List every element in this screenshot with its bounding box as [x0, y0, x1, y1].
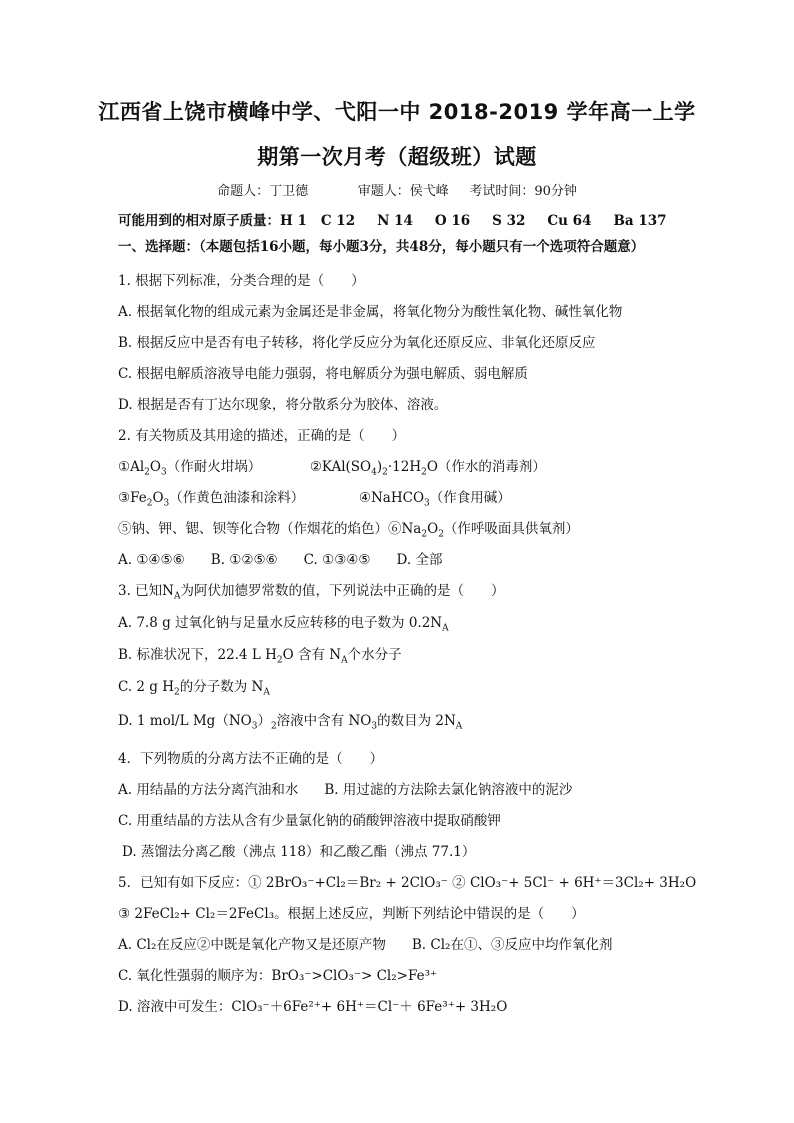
- subscript: 2: [144, 467, 150, 478]
- q3-d-text: D. 1 mol/L Mg（NO: [118, 713, 252, 729]
- mass-item: C 12: [320, 213, 356, 229]
- subscript: 2: [146, 498, 153, 509]
- q2-item-3: ③Fe: [118, 490, 147, 506]
- atomic-masses-label: 可能用到的相对原子质量：: [118, 213, 280, 229]
- q2-item-3-o: O: [152, 490, 164, 506]
- q3-b-text: B. 标准状况下，22.4 L H: [118, 647, 277, 663]
- question-3-option-c: [118, 678, 270, 696]
- subscript: 2: [382, 467, 388, 478]
- q3-a-text: A. 7.8 g 过氧化钠与足量水反应转移的电子数为 0.2N: [118, 615, 443, 631]
- atomic-masses: [118, 212, 667, 230]
- question-4-option-c: C. 用重结晶的方法从含有少量氯化钠的硝酸钾溶液中提取硝酸钾: [118, 813, 501, 829]
- subscript: 2: [438, 529, 444, 540]
- q2-option-d: D. 全部: [396, 552, 443, 568]
- q2-option-a: A. ①④⑤⑥: [118, 552, 185, 568]
- question-4-stem: 4．下列物质的分离方法不正确的是（ ）: [118, 751, 384, 767]
- mass-item: Ba 137: [613, 213, 667, 229]
- q3-stem-pre: 3. 已知N: [118, 583, 174, 599]
- mass-item: H 1: [280, 213, 307, 229]
- q3-d-mid: 溶液中含有 NO: [276, 713, 372, 729]
- q2-item-2-use: O（作水的消毒剂）: [426, 459, 546, 475]
- reaction-3-label: ③: [118, 906, 131, 922]
- question-3-option-a: [118, 614, 449, 632]
- q2-item-3-use: （作黄色油漆和涂料）: [169, 490, 305, 506]
- subscript: A: [263, 687, 270, 698]
- question-2-items-row3: [118, 520, 579, 538]
- q3-c-post: 的分子数为 N: [179, 679, 264, 695]
- q3-d-post: 的数目为 2N: [377, 713, 456, 729]
- q4-option-a: A. 用结晶的方法分离汽油和水: [118, 782, 299, 798]
- reaction-1: 2BrO₃⁻+Cl₂＝Br₂ + 2ClO₃⁻: [265, 875, 448, 891]
- question-4-options-ab: [118, 781, 572, 799]
- subscript: 3: [424, 498, 430, 509]
- q2-item-1: ①Al: [118, 459, 145, 475]
- question-3-option-d: [118, 712, 462, 730]
- question-2-options: [118, 551, 442, 569]
- subscript: A: [341, 655, 348, 666]
- subscript: 4: [371, 467, 377, 478]
- subscript: 2: [421, 529, 428, 540]
- exam-meta: [0, 180, 794, 199]
- question-5-options-ab: [118, 936, 612, 954]
- subscript: A: [442, 623, 449, 634]
- q5-option-a: A. Cl₂在反应②中既是氧化产物又是还原产物: [118, 937, 386, 953]
- q5-stem-pre: 5．已知有如下反应：①: [118, 875, 262, 891]
- q2-option-c: C. ①③④⑤: [303, 552, 371, 568]
- question-5-option-c: C. 氧化性强弱的顺序为：BrO₃⁻>ClO₃⁻> Cl₂>Fe³⁺: [118, 968, 438, 984]
- question-2-items-row2: [118, 489, 511, 507]
- subscript: 3: [251, 721, 258, 732]
- question-1-option-d: D. 根据是否有丁达尔现象，将分散系分为胶体、溶液。: [118, 397, 448, 413]
- subscript: 3: [160, 467, 167, 478]
- question-2-items-row1: [118, 458, 546, 476]
- q2-item-1-use: （作耐火坩埚）: [166, 459, 262, 475]
- reaction-2: ClO₃⁻+ 5Cl⁻ + 6H⁺＝3Cl₂+ 3H₂O: [469, 875, 697, 891]
- page-title-line1: 江西省上饶市横峰中学、弋阳一中 2018-2019 学年高一上学: [98, 100, 696, 124]
- exam-time: 考试时间：90分钟: [469, 184, 577, 199]
- q2-item-2: ②KAl(SO: [309, 459, 372, 475]
- subscript: 2: [276, 655, 283, 666]
- mass-item: S 32: [492, 213, 526, 229]
- q2-option-b: B. ①②⑤⑥: [210, 552, 278, 568]
- subscript: 2: [270, 721, 277, 732]
- question-1-option-c: C. 根据电解质溶液导电能力强弱，将电解质分为强电解质、弱电解质: [118, 366, 528, 382]
- q2-item-2-hydrate: ·12H: [387, 459, 422, 475]
- question-5-stem-line1: [118, 874, 696, 892]
- q2-item-2-paren: ): [376, 459, 383, 475]
- q2-item-6: ⑥Na: [388, 521, 422, 537]
- q3-c-text: C. 2 g H: [118, 679, 175, 695]
- q2-item-5: ⑤钠、钾、锶、钡等化合物（作烟花的焰色）: [118, 521, 388, 537]
- question-2-stem: 2. 有关物质及其用途的描述，正确的是（ ）: [118, 428, 406, 444]
- q4-option-b: B. 用过滤的方法除去氯化钠溶液中的泥沙: [324, 782, 573, 798]
- q2-item-6-use: （作呼吸面具供氧剂）: [443, 521, 579, 537]
- subscript: 3: [163, 498, 170, 509]
- page-title-line2: 期第一次月考（超级班）试题: [257, 145, 537, 169]
- question-1-stem: 1. 根据下列标准，分类合理的是（ ）: [118, 273, 365, 289]
- q5-stem-post: 。根据上述反应，判断下列结论中错误的是（ ）: [274, 906, 585, 922]
- reaction-2-label: ②: [452, 875, 466, 891]
- q2-item-4-use: （作食用碱）: [429, 490, 511, 506]
- q3-d-paren: ）: [257, 713, 271, 729]
- question-3-stem: [118, 582, 504, 600]
- question-1-option-a: A. 根据氧化物的组成元素为金属还是非金属，将氧化物分为酸性氧化物、碱性氧化物: [118, 304, 623, 320]
- subscript: 2: [174, 687, 180, 698]
- question-5-stem-line2: [118, 905, 585, 923]
- section-heading: 一、选择题：（本题包括16小题，每小题3分，共48分，每小题只有一个选项符合题意）: [118, 239, 645, 255]
- subscript: A: [173, 591, 181, 602]
- mass-item: N 14: [377, 213, 413, 229]
- subscript: 2: [421, 467, 427, 478]
- q5-option-b: B. Cl₂在①、③反应中均作氧化剂: [411, 937, 613, 953]
- proposer: 命题人：丁卫德: [217, 184, 309, 199]
- q3-b-mid: O 含有 N: [282, 647, 342, 663]
- mass-item: Cu 64: [547, 213, 592, 229]
- question-1-option-b: B. 根据反应中是否有电子转移，将化学反应分为氧化还原反应、非氧化还原反应: [118, 335, 596, 351]
- question-4-option-d: D. 蒸馏法分离乙酸（沸点 118）和乙酸乙酯（沸点 77.1）: [122, 844, 476, 860]
- question-3-option-b: [118, 646, 402, 664]
- question-5-option-d: D. 溶液中可发生：ClO₃⁻＋6Fe²⁺+ 6H⁺＝Cl⁻＋ 6Fe³⁺+ 3H₂O: [118, 999, 508, 1015]
- q3-stem-post: 为阿伏加德罗常数的值，下列说法中正确的是（ ）: [180, 583, 505, 599]
- mass-item: O 16: [434, 213, 471, 229]
- reviewer: 审题人：侯弋峰: [357, 184, 449, 199]
- q2-item-4: ④NaHCO: [358, 490, 425, 506]
- reaction-3: 2FeCl₂+ Cl₂＝2FeCl₃: [134, 906, 275, 922]
- subscript: 3: [371, 721, 378, 732]
- q2-item-1-o: O: [149, 459, 161, 475]
- q2-item-6-o: O: [427, 521, 439, 537]
- q3-b-post: 个水分子: [347, 647, 402, 663]
- subscript: A: [455, 721, 463, 732]
